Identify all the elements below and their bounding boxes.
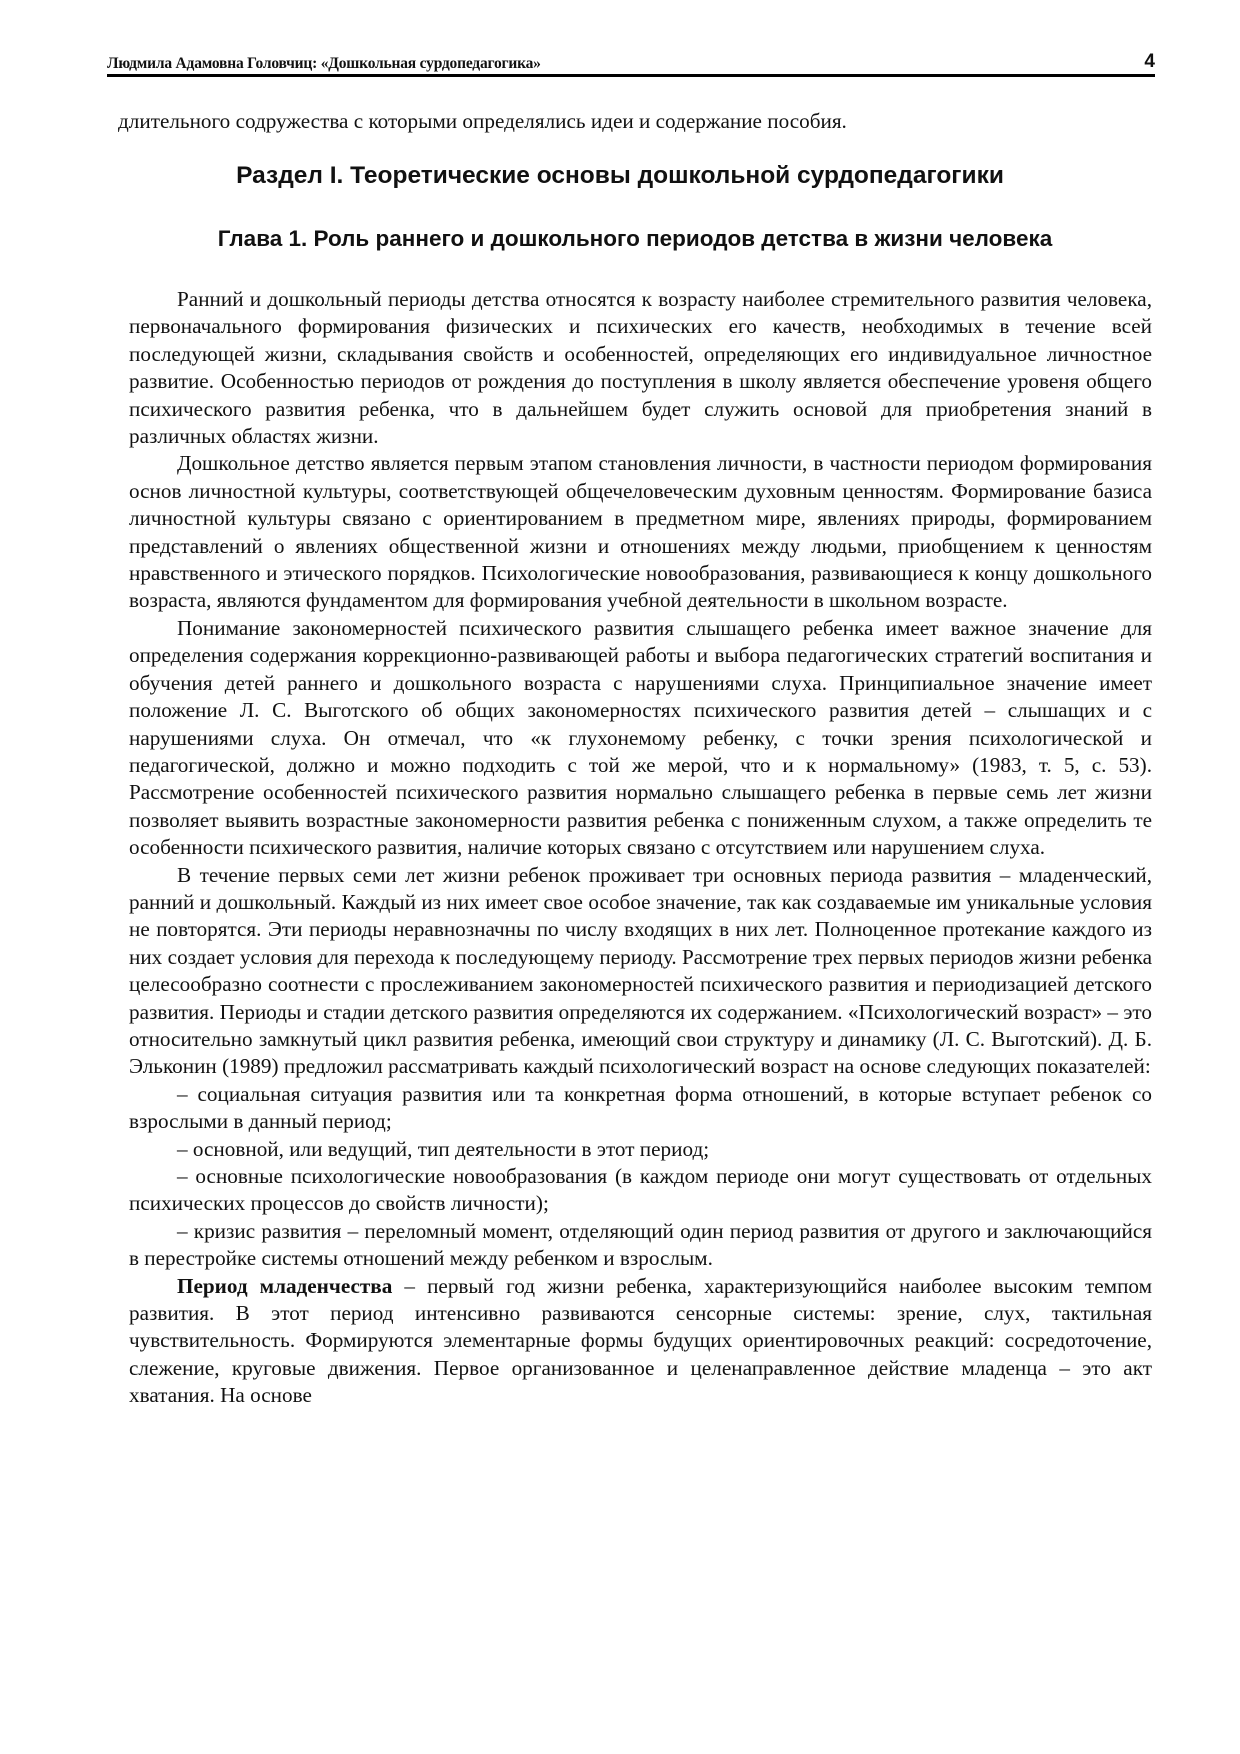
page-number: 4 bbox=[1144, 51, 1155, 72]
indicator-item: – кризис развития – переломный момент, отделяющий один период развития от другого и заключающийся в перестройке системы отношений между ребенком и взрослым. bbox=[129, 1218, 1152, 1271]
indicator-item: – основной, или ведущий, тип деятельности в этот период; bbox=[177, 1136, 710, 1161]
running-title: Людмила Адамовна Головчиц: «Дошкольная сурдопедагогика» bbox=[107, 55, 541, 72]
section-title: Раздел I. Теоретические основы дошкольной сурдопедагогики bbox=[236, 162, 1004, 189]
paragraph: Дошкольное детство является первым этапом становления личности, в частности периодом формирования основ личностной культуры, соответствующей общечеловеческим духовным ценностям. Формирование базиса личностной культуры связано с ориентированием в предметном мире, явлениях природы, формированием представлений о явлениях общественной жизни и отношениях между людьми, приобщением к ценностям нравственного и этического порядков. Психологические новообразования, развивающиеся к концу дошкольного возраста, являются фундаментом для формирования учебной деятельности в школьном возрасте. bbox=[129, 451, 1152, 613]
paragraph: В течение первых семи лет жизни ребенок проживает три основных периода развития – младенческий, ранний и дошкольный. Каждый из них имеет свое особое значение, так как создаваемые им уникальные условия не повторятся. Эти периоды неравнозначны по числу входящих в них лет. Полноценное протекание каждого из них создает условия для перехода к последующему периоду. Рассмотрение трех первых периодов жизни ребенка целесообразно соотнести с прослеживанием закономерностей психического развития и периодизацией детского развития. Периоды и стадии детского развития определяются их содержанием. «Психологический возраст» – это относительно замкнутый цикл развития ребенка, имеющий свои структуру и динамику (Л. С. Выготский). Д. Б. Эльконин (1989) предложил рассматривать каждый психологический возраст на основе следующих показателей: bbox=[129, 862, 1152, 1079]
chapter-title: Глава 1. Роль раннего и дошкольного периодов детства в жизни человека bbox=[217, 226, 1053, 251]
infancy-text: – первый год жизни ребенка, характеризующийся наиболее высоким темпом развития. В этот период интенсивно развиваются сенсорные системы: зрение, слух, тактильная чувствительность. Формируются элементарные формы будущих ориентировочных реакций: сосредоточение, слежение, круговые движения. Первое организованное и целенаправленное действие младенца – это акт хватания. На основе bbox=[129, 1273, 1153, 1408]
infancy-paragraph bbox=[129, 1273, 1152, 1410]
carryover-text: длительного содружества с которыми определялись идеи и содержание пособия. bbox=[118, 109, 847, 133]
chapter-body bbox=[129, 286, 1152, 1410]
indicator-item: – основные психологические новообразования (в каждом периоде они могут существовать от отдельных психических процессов до свойств личности); bbox=[129, 1164, 1152, 1216]
paragraph: Понимание закономерностей психического развития слышащего ребенка имеет важное значение для определения содержания коррекционно-развивающей работы и выбора педагогических стратегий воспитания и обучения детей раннего и дошкольного возраста с нарушениями слуха. Принципиальное значение имеет положение Л. С. Выготского об общих закономерностях психического развития детей – слышащих и с нарушениями слуха. Он отмечал, что «к глухонемому ребенку, с точки зрения психологической и педагогической, должно и можно подходить с той же мерой, что и к нормальному» (1983, т. 5, с. 53). Рассмотрение особенностей психического развития нормально слышащего ребенка в первые семь лет жизни позволяет выявить возрастные закономерности развития ребенка с пониженным слухом, а также определить те особенности психического развития, наличие которых связано с отсутствием или нарушением слуха. bbox=[129, 615, 1152, 860]
term-infancy: Период младенчества bbox=[177, 1273, 393, 1298]
indicator-item: – социальная ситуация развития или та конкретная форма отношений, в которые вступает ребенок со взрослыми в данный период; bbox=[129, 1081, 1152, 1134]
paragraph: Ранний и дошкольный периоды детства относятся к возрасту наиболее стремительного развития человека, первоначального формирования физических и психических его качеств, необходимых в течение всей последующей жизни, складывания свойств и особенностей, определяющих его индивидуальное личностное развитие. Особенностью периодов от рождения до поступления в школу является обеспечение уровеня общего психического развития ребенка, что в дальнейшем будет служить основой для приобретения знаний в различных областях жизни. bbox=[129, 287, 1152, 449]
running-header bbox=[107, 51, 1155, 77]
